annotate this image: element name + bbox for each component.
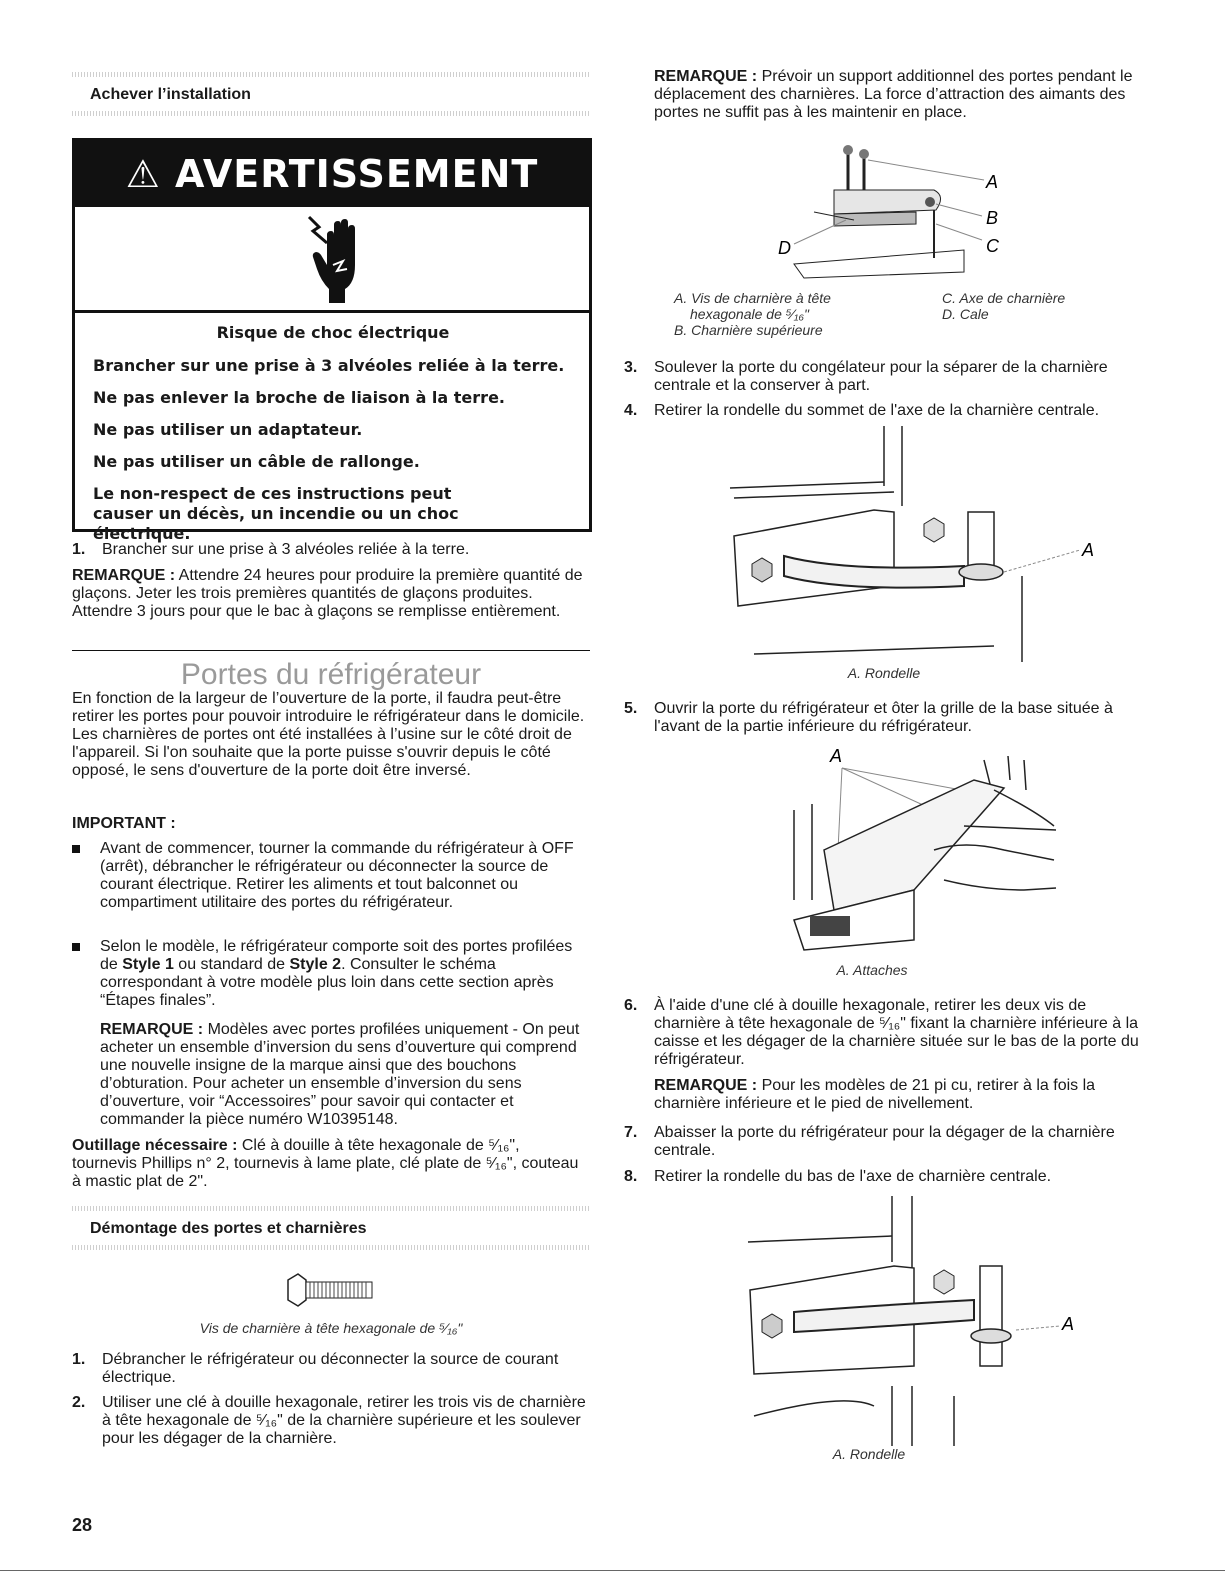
- important-label: IMPORTANT :: [72, 815, 176, 832]
- step-4: 4. Retirer la rondelle du sommet de l'axe de la charnière centrale.: [624, 402, 1100, 419]
- callout-label: A: [830, 746, 843, 766]
- doors-intro: En fonction de la largeur de l’ouverture de la porte, il faudra peut-être retirer les portes pour pouvoir introduire le réfrigérateur dans le domicile. Les charnières de portes ont été installées à l’usine sur le côté droit de l'appareil. Si l'on souhaite que la porte puisse s'ouvrir depuis le côté opposé, le sens d'ouverture de la porte doit être inversé.: [72, 690, 585, 779]
- center-hinge-bottom-washer-diagram: [744, 1196, 1084, 1446]
- electric-shock-hand-icon: [305, 213, 365, 305]
- warning-line: Brancher sur une prise à 3 alvéoles reliée à la terre.: [93, 356, 565, 375]
- warning-text: [75, 313, 589, 544]
- fig1-caption-left: A. Vis de charnière à tête hexagonale de ⁵⁄₁₆" B. Charnière supérieure: [674, 290, 831, 338]
- warning-box: [72, 138, 592, 543]
- shock-hazard-area: [75, 207, 589, 313]
- remark-reversal-kit: REMARQUE : Modèles avec portes profilées uniquement - On peut acheter un ensemble d’inversion du sens d’ouverture qui comprend une nouvelle insigne de la marque ainsi que des bouchons d’obturation. Pour acheter un ensemble d’inversion du sens d’ouverture, voir “Accessoires” pour savoir qui contacter et commander la pièce numéro W10395148.: [100, 1021, 580, 1128]
- step-2: 2. Utiliser une clé à douille hexagonale, retirer les trois vis de charnière à tête hexagonale de ⁵⁄₁₆" de la charnière supérieure et les soulever pour les dégager de la charnière.: [72, 1394, 586, 1447]
- remark-21cuft: REMARQUE : Pour les modèles de 21 pi cu, retirer à la fois la charnière inférieure et le pied de nivellement.: [654, 1077, 1096, 1112]
- step-1: 1. Brancher sur une prise à 3 alvéoles reliée à la terre.: [72, 541, 470, 558]
- callout-label: C: [986, 236, 999, 256]
- warning-hazard-title: Risque de choc électrique: [216, 323, 450, 342]
- divider: [72, 650, 590, 651]
- hex-screw-icon: [284, 1272, 376, 1308]
- section-header-installation: [72, 72, 590, 116]
- page-bottom-rule: [0, 1570, 1225, 1571]
- callout-label: A: [1062, 1314, 1075, 1334]
- step-3: 3. Soulever la porte du congélateur pour la séparer de la charnière centrale et la conserver à part.: [624, 359, 1108, 394]
- callout-label: A: [986, 172, 999, 192]
- warning-line: Ne pas utiliser un adaptateur.: [93, 420, 363, 439]
- step-6: 6. À l'aide d'une clé à douille hexagonale, retirer les deux vis de charnière à tête hexagonale de ⁵⁄₁₆" fixant la charnière inférieure à la caisse et les dégager de la charnière située sur le bas de la porte du réfrigérateur.: [624, 997, 1139, 1068]
- fig2-caption: A. Rondelle: [847, 665, 921, 681]
- screw-caption: Vis de charnière à tête hexagonale de ⁵⁄₁₆": [199, 1320, 463, 1336]
- fig1-caption-right: C. Axe de charnière D. Cale: [942, 290, 1066, 322]
- base-grille-removal-diagram: [764, 740, 1064, 960]
- center-hinge-washer-diagram: [724, 426, 1104, 666]
- doors-heading: Portes du réfrigérateur: [180, 658, 482, 691]
- step-7: 7. Abaisser la porte du réfrigérateur pour la dégager de la charnière centrale.: [624, 1124, 1115, 1159]
- warning-band: [75, 141, 589, 207]
- warning-title: AVERTISSEMENT: [175, 152, 539, 196]
- callout-label: B: [986, 208, 999, 228]
- step-8: 8. Retirer la rondelle du bas de l'axe de charnière centrale.: [624, 1168, 1052, 1185]
- bullet-item: Selon le modèle, le réfrigérateur comporte soit des portes profilées de Style 1 ou standard de Style 2. Consulter le schéma correspondant à votre modèle plus loin dans cette section après “Étapes finales”.: [72, 938, 586, 1010]
- warning-line: Le non-respect de ces instructions peut causer un décès, un incendie ou un choc électrique.: [93, 484, 459, 543]
- page-number: 28: [72, 1515, 93, 1535]
- callout-label: A: [1082, 540, 1095, 560]
- warning-triangle-icon: ⚠: [125, 152, 161, 196]
- top-hinge-diagram: [764, 140, 1024, 280]
- step-1b: 1. Débrancher le réfrigérateur ou déconnecter la source de courant électrique.: [72, 1351, 559, 1386]
- bullet-item: Avant de commencer, tourner la commande du réfrigérateur à OFF (arrêt), débrancher le réfrigérateur ou déconnecter la source de courant électrique. Retirer les aliments et tout balconnet ou compartiment utilitaire des portes du réfrigérateur.: [72, 840, 586, 912]
- section-title: Achever l’installation: [90, 86, 251, 103]
- remark-ice: REMARQUE : Attendre 24 heures pour produire la première quantité de glaçons. Jeter les trois premières quantités de glaçons produites. Attendre 3 jours pour que le bac à glaçons se remplisse entièrement.: [72, 567, 583, 620]
- remark-support: REMARQUE : Prévoir un support additionnel des portes pendant le déplacement des charnières. La force d’attraction des aimants des portes ne suffit pas à les maintenir en place.: [654, 68, 1133, 121]
- section-header-door-removal: [72, 1206, 590, 1250]
- callout-label: D: [778, 238, 791, 258]
- fig4-caption: A. Rondelle: [832, 1446, 906, 1462]
- warning-line: Ne pas utiliser un câble de rallonge.: [93, 452, 420, 471]
- tools-required: Outillage nécessaire : Clé à douille à tête hexagonale de ⁵⁄₁₆", tournevis Phillips n° 2, tournevis à lame plate, clé plate de ⁵⁄₁₆", couteau à mastic plat de 2".: [72, 1137, 579, 1190]
- fig3-caption: A. Attaches: [836, 962, 908, 978]
- step-5: 5. Ouvrir la porte du réfrigérateur et ôter la grille de la base située à l'avant de la partie inférieure du réfrigérateur.: [624, 700, 1113, 735]
- section-title: Démontage des portes et charnières: [90, 1220, 367, 1237]
- warning-line: Ne pas enlever la broche de liaison à la terre.: [93, 388, 505, 407]
